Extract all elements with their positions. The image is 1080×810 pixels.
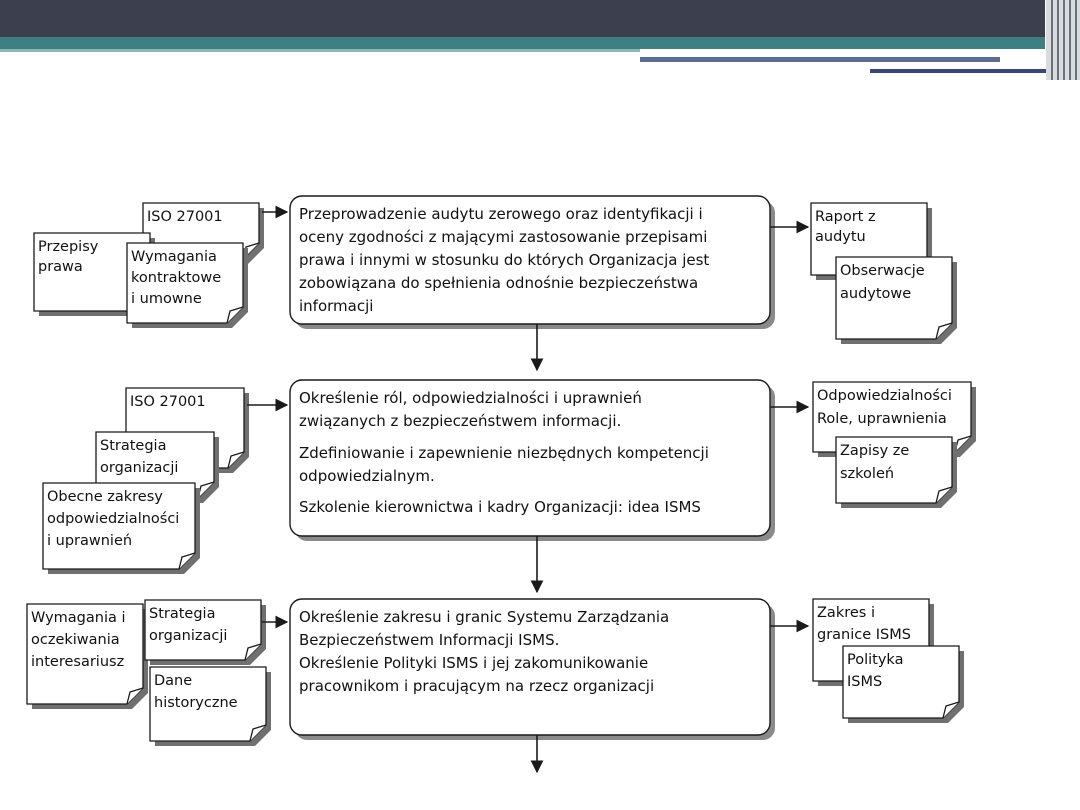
input-doc-wymagania-interesariuszy-text: oczekiwania xyxy=(31,632,120,648)
output-doc-polityka-isms-text: ISMS xyxy=(847,674,883,690)
input-doc-wymagania-kontraktowe xyxy=(127,243,248,328)
output-doc-obserwacje-audytowe-text: audytowe xyxy=(840,286,912,302)
process-box-roles-line: odpowiedzialnym. xyxy=(299,467,435,485)
output-doc-odpowiedzialnosci-text: Odpowiedzialności xyxy=(817,388,952,404)
process-box-scope-line: Określenie zakresu i granic Systemu Zarządzania xyxy=(299,608,670,626)
input-doc-wymagania-interesariuszy xyxy=(27,604,148,709)
process-box-audit-line: informacji xyxy=(299,297,374,315)
process-box-scope-line: Określenie Polityki ISMS i jej zakomunikowanie xyxy=(299,654,649,672)
output-doc-zakres-i-granice-text: granice ISMS xyxy=(817,627,911,643)
process-box-audit-line: prawa i innymi w stosunku do których Organizacja jest xyxy=(299,251,710,269)
output-doc-odpowiedzialnosci-text: Role, uprawnienia xyxy=(817,411,947,427)
input-doc-dane-historyczne-text: historyczne xyxy=(154,695,238,711)
input-doc-wymagania-interesariuszy-text: interesariusz xyxy=(31,654,125,670)
input-doc-wymagania-kontraktowe-text: i umowne xyxy=(131,291,202,307)
input-doc-obecne-zakresy-text: odpowiedzialności xyxy=(47,511,180,527)
output-doc-raport-z-audytu-text: audytu xyxy=(815,229,866,245)
input-doc-obecne-zakresy xyxy=(43,483,200,574)
input-doc-strategia-organizacji-text: Strategia xyxy=(100,438,167,454)
input-doc-strategia-organizacji-text: organizacji xyxy=(100,460,179,476)
process-box-audit-line: oceny zgodności z mającymi zastosowanie przepisami xyxy=(299,228,708,246)
input-doc-obecne-zakresy-text: i uprawnień xyxy=(47,533,133,549)
process-box-roles xyxy=(290,380,775,541)
input-doc-obecne-zakresy-text: Obecne zakresy xyxy=(47,489,163,505)
process-box-roles-line: Szkolenie kierownictwa i kadry Organizacji: idea ISMS xyxy=(299,498,701,516)
input-doc-wymagania-kontraktowe-text: Wymagania xyxy=(131,249,217,265)
output-doc-zakres-i-granice-text: Zakres i xyxy=(817,605,875,621)
output-doc-zapisy-ze-szkolen-text: Zapisy ze xyxy=(840,443,910,459)
output-doc-obserwacje-audytowe-text: Obserwacje xyxy=(840,263,925,279)
output-doc-zapisy-ze-szkolen-text: szkoleń xyxy=(840,466,895,482)
input-doc-przepisy-prawa-text: Przepisy xyxy=(38,239,99,255)
process-box-scope xyxy=(290,599,775,740)
process-box-audit-line: Przeprowadzenie audytu zerowego oraz identyfikacji i xyxy=(299,205,703,223)
input-doc-iso27001-text: ISO 27001 xyxy=(147,209,223,225)
input-doc-iso27001-2-text: ISO 27001 xyxy=(130,394,206,410)
input-doc-wymagania-interesariuszy-text: Wymagania i xyxy=(31,610,126,626)
output-doc-polityka-isms-text: Polityka xyxy=(847,652,904,668)
input-doc-wymagania-kontraktowe-text: kontraktowe xyxy=(131,270,222,286)
output-doc-raport-z-audytu-text: Raport z xyxy=(815,209,876,225)
process-box-roles-line: Zdefiniowanie i zapewnienie niezbędnych kompetencji xyxy=(299,444,709,462)
input-doc-przepisy-prawa-text: prawa xyxy=(38,259,83,275)
input-doc-strategia-organizacji-2 xyxy=(145,600,266,665)
input-doc-strategia-organizacji-2-text: organizacji xyxy=(149,628,228,644)
process-box-scope-line: Bezpieczeństwem Informacji ISMS. xyxy=(299,631,560,649)
output-doc-polityka-isms xyxy=(843,646,964,723)
process-box-scope-line: pracownikom i pracującym na rzecz organizacji xyxy=(299,677,655,695)
input-doc-dane-historyczne-text: Dane xyxy=(154,673,193,689)
output-doc-zapisy-ze-szkolen xyxy=(836,437,957,508)
process-box-audit xyxy=(290,196,775,329)
input-doc-dane-historyczne xyxy=(150,667,271,746)
input-doc-strategia-organizacji-2-text: Strategia xyxy=(149,606,216,622)
process-box-roles-line: Określenie ról, odpowiedzialności i uprawnień xyxy=(299,389,642,407)
output-doc-obserwacje-audytowe xyxy=(836,257,957,344)
process-box-audit-line: zobowiązana do spełnienia odnośnie bezpieczeństwa xyxy=(299,274,699,292)
process-box-roles-line: związanych z bezpieczeństwem informacji. xyxy=(299,412,622,430)
